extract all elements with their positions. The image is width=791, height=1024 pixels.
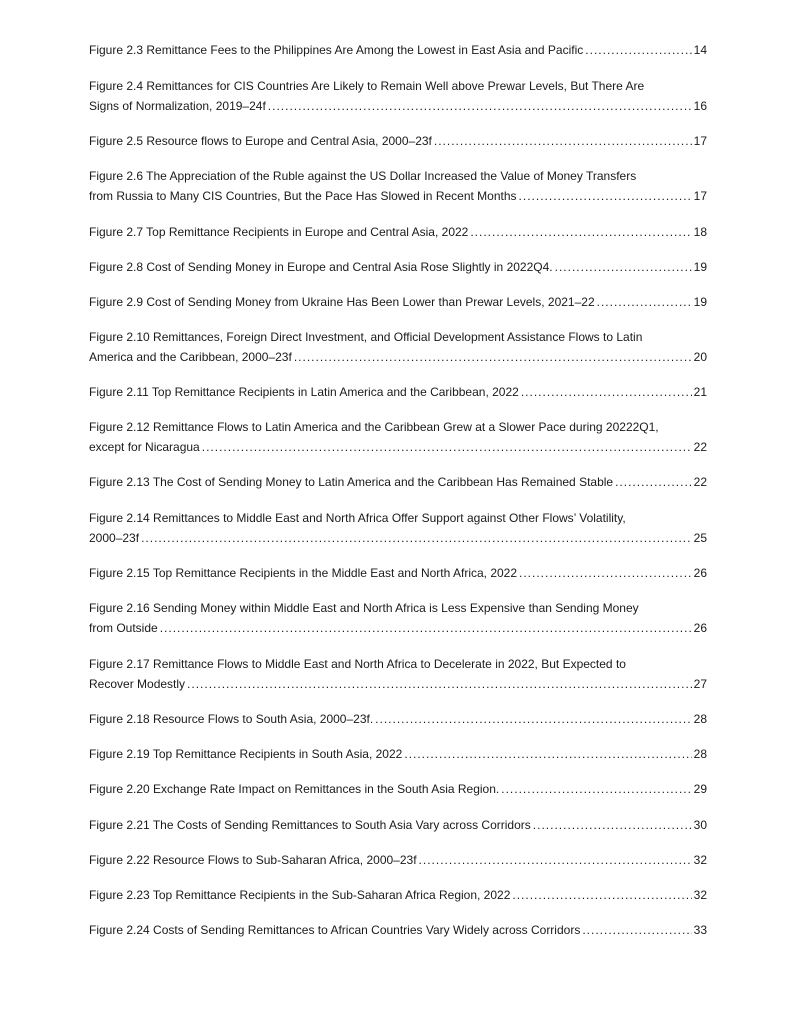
toc-entry-fig-2-9[interactable]	[89, 292, 707, 312]
toc-entry-fig-2-21[interactable]	[89, 815, 707, 835]
toc-entry-title: Figure 2.24 Costs of Sending Remittances to African Countries Vary Widely across Corridors	[89, 923, 581, 937]
toc-entry-fig-2-22[interactable]	[89, 850, 707, 870]
toc-entry-page: 20	[693, 350, 707, 364]
toc-entry-title: Signs of Normalization, 2019–24f	[89, 99, 266, 113]
toc-entry-title-line-1: Figure 2.14 Remittances to Middle East and North Africa Offer Support against Other Flows’ Volatility,	[89, 511, 626, 525]
toc-entry-title: Figure 2.3 Remittance Fees to the Philippines Are Among the Lowest in East Asia and Pacific	[89, 43, 584, 57]
dot-leader	[419, 850, 692, 870]
toc-entry-page: 28	[693, 712, 707, 726]
toc-entry-page: 26	[693, 566, 707, 580]
toc-entry-fig-2-16[interactable]	[89, 598, 707, 638]
dot-leader	[141, 528, 692, 548]
toc-entry-title: Figure 2.8 Cost of Sending Money in Europe and Central Asia Rose Slightly in 2022Q4.	[89, 260, 553, 274]
toc-entry-page: 17	[693, 134, 707, 148]
toc-entry-fig-2-10[interactable]	[89, 327, 707, 367]
toc-entry-fig-2-8[interactable]	[89, 257, 707, 277]
toc-entry-fig-2-13[interactable]	[89, 472, 707, 492]
toc-entry-fig-2-11[interactable]	[89, 382, 707, 402]
dot-leader	[533, 815, 692, 835]
toc-entry-title: Figure 2.11 Top Remittance Recipients in Latin America and the Caribbean, 2022	[89, 385, 519, 399]
toc-entry-line	[89, 618, 707, 638]
dot-leader	[555, 257, 692, 277]
toc-entry-title: Figure 2.9 Cost of Sending Money from Ukraine Has Been Lower than Prewar Levels, 2021–22	[89, 295, 595, 309]
toc-entry-page: 22	[693, 440, 707, 454]
toc-entry-line	[89, 40, 707, 60]
toc-entry-page: 21	[693, 385, 707, 399]
toc-entry-page: 19	[693, 260, 707, 274]
dot-leader	[375, 709, 691, 729]
toc-entry-title-line-1: Figure 2.16 Sending Money within Middle East and North Africa is Less Expensive than Sending Money	[89, 601, 639, 615]
dot-leader	[597, 292, 692, 312]
toc-entry-title: America and the Caribbean, 2000–23f	[89, 350, 292, 364]
toc-entry-title-line-1: Figure 2.6 The Appreciation of the Ruble against the US Dollar Increased the Value of Money Transfers	[89, 169, 637, 183]
toc-entry-fig-2-3[interactable]	[89, 40, 707, 60]
toc-entry-line	[89, 292, 707, 312]
dot-leader	[501, 779, 691, 799]
toc-entry-page: 17	[693, 189, 707, 203]
toc-entry-fig-2-23[interactable]	[89, 885, 707, 905]
toc-entry-fig-2-19[interactable]	[89, 744, 707, 764]
toc-entry-title: 2000–23f	[89, 531, 140, 545]
dot-leader	[294, 347, 692, 367]
toc-entry-page: 33	[693, 923, 707, 937]
toc-entry-line	[89, 472, 707, 492]
toc-entry-title: from Russia to Many CIS Countries, But the Pace Has Slowed in Recent Months	[89, 189, 517, 203]
toc-entry-page: 25	[693, 531, 707, 545]
toc-entry-line	[89, 131, 707, 151]
toc-entry-page: 32	[693, 853, 707, 867]
dot-leader	[434, 131, 692, 151]
toc-entry-page: 16	[693, 99, 707, 113]
dot-leader	[519, 186, 692, 206]
toc-entry-fig-2-5[interactable]	[89, 131, 707, 151]
toc-entry-page: 22	[693, 475, 707, 489]
toc-entry-title: Figure 2.5 Resource flows to Europe and Central Asia, 2000–23f	[89, 134, 432, 148]
toc-entry-title-line-1: Figure 2.12 Remittance Flows to Latin America and the Caribbean Grew at a Slower Pace during 20222Q1,	[89, 420, 659, 434]
toc-entry-fig-2-12[interactable]	[89, 417, 707, 457]
dot-leader	[585, 40, 691, 60]
dot-leader	[268, 96, 692, 116]
toc-entry-page: 28	[693, 747, 707, 761]
toc-entry-title: Figure 2.18 Resource Flows to South Asia, 2000–23f.	[89, 712, 374, 726]
toc-entry-fig-2-24[interactable]	[89, 920, 707, 940]
toc-entry-title: Figure 2.13 The Cost of Sending Money to Latin America and the Caribbean Has Remained Stable	[89, 475, 614, 489]
dot-leader	[470, 222, 691, 242]
toc-entry-line	[89, 920, 707, 940]
toc-entry-line	[89, 96, 707, 116]
toc-entry-line	[89, 437, 707, 457]
toc-entry-page: 26	[693, 621, 707, 635]
toc-entry-line	[89, 674, 707, 694]
toc-entry-fig-2-7[interactable]	[89, 222, 707, 242]
toc-entry-page: 14	[693, 43, 707, 57]
toc-entry-title: Figure 2.19 Top Remittance Recipients in South Asia, 2022	[89, 747, 403, 761]
toc-entry-fig-2-4[interactable]	[89, 76, 707, 116]
toc-entry-line	[89, 186, 707, 206]
toc-entry-line	[89, 850, 707, 870]
toc-entry-page: 30	[693, 818, 707, 832]
toc-entry-title-line-1: Figure 2.4 Remittances for CIS Countries Are Likely to Remain Well above Prewar Levels, But There Are	[89, 79, 645, 93]
dot-leader	[615, 472, 692, 492]
toc-entry-title: except for Nicaragua	[89, 440, 200, 454]
dot-leader	[582, 920, 691, 940]
dot-leader	[160, 618, 692, 638]
dot-leader	[521, 382, 692, 402]
toc-entry-page: 27	[693, 677, 707, 691]
dot-leader	[512, 885, 691, 905]
toc-entry-line	[89, 815, 707, 835]
toc-entry-title: Figure 2.22 Resource Flows to Sub-Saharan Africa, 2000–23f	[89, 853, 417, 867]
toc-entry-line	[89, 222, 707, 242]
toc-entry-line	[89, 257, 707, 277]
toc-entry-fig-2-18[interactable]	[89, 709, 707, 729]
toc-entry-line	[89, 709, 707, 729]
toc-entry-title: from Outside	[89, 621, 158, 635]
toc-entry-line	[89, 347, 707, 367]
toc-entry-title: Figure 2.23 Top Remittance Recipients in the Sub-Saharan Africa Region, 2022	[89, 888, 511, 902]
toc-entry-title: Figure 2.20 Exchange Rate Impact on Remittances in the South Asia Region.	[89, 782, 500, 796]
toc-entry-fig-2-6[interactable]	[89, 166, 707, 206]
toc-entry-title: Figure 2.7 Top Remittance Recipients in Europe and Central Asia, 2022	[89, 225, 469, 239]
toc-entry-page: 19	[693, 295, 707, 309]
toc-entry-title: Figure 2.21 The Costs of Sending Remittances to South Asia Vary across Corridors	[89, 818, 531, 832]
toc-entry-line	[89, 885, 707, 905]
toc-entry-fig-2-14[interactable]	[89, 508, 707, 548]
toc-entry-page: 18	[693, 225, 707, 239]
dot-leader	[187, 674, 692, 694]
toc-entry-fig-2-17[interactable]	[89, 654, 707, 694]
toc-entry-line	[89, 528, 707, 548]
toc-entry-title: Figure 2.15 Top Remittance Recipients in the Middle East and North Africa, 2022	[89, 566, 518, 580]
toc-entry-line	[89, 744, 707, 764]
toc-entry-title-line-1: Figure 2.17 Remittance Flows to Middle East and North Africa to Decelerate in 2022, But Expected to	[89, 657, 626, 671]
toc-entry-line	[89, 563, 707, 583]
toc-entry-line	[89, 779, 707, 799]
toc-entry-title-line-1: Figure 2.10 Remittances, Foreign Direct Investment, and Official Development Assistance Flows to Latin	[89, 330, 643, 344]
toc-entry-page: 32	[693, 888, 707, 902]
dot-leader	[202, 437, 692, 457]
toc-entry-fig-2-15[interactable]	[89, 563, 707, 583]
dot-leader	[404, 744, 691, 764]
dot-leader	[519, 563, 692, 583]
toc-entry-line	[89, 382, 707, 402]
toc-entry-fig-2-20[interactable]	[89, 779, 707, 799]
toc-entry-page: 29	[693, 782, 707, 796]
toc-entry-title: Recover Modestly	[89, 677, 186, 691]
